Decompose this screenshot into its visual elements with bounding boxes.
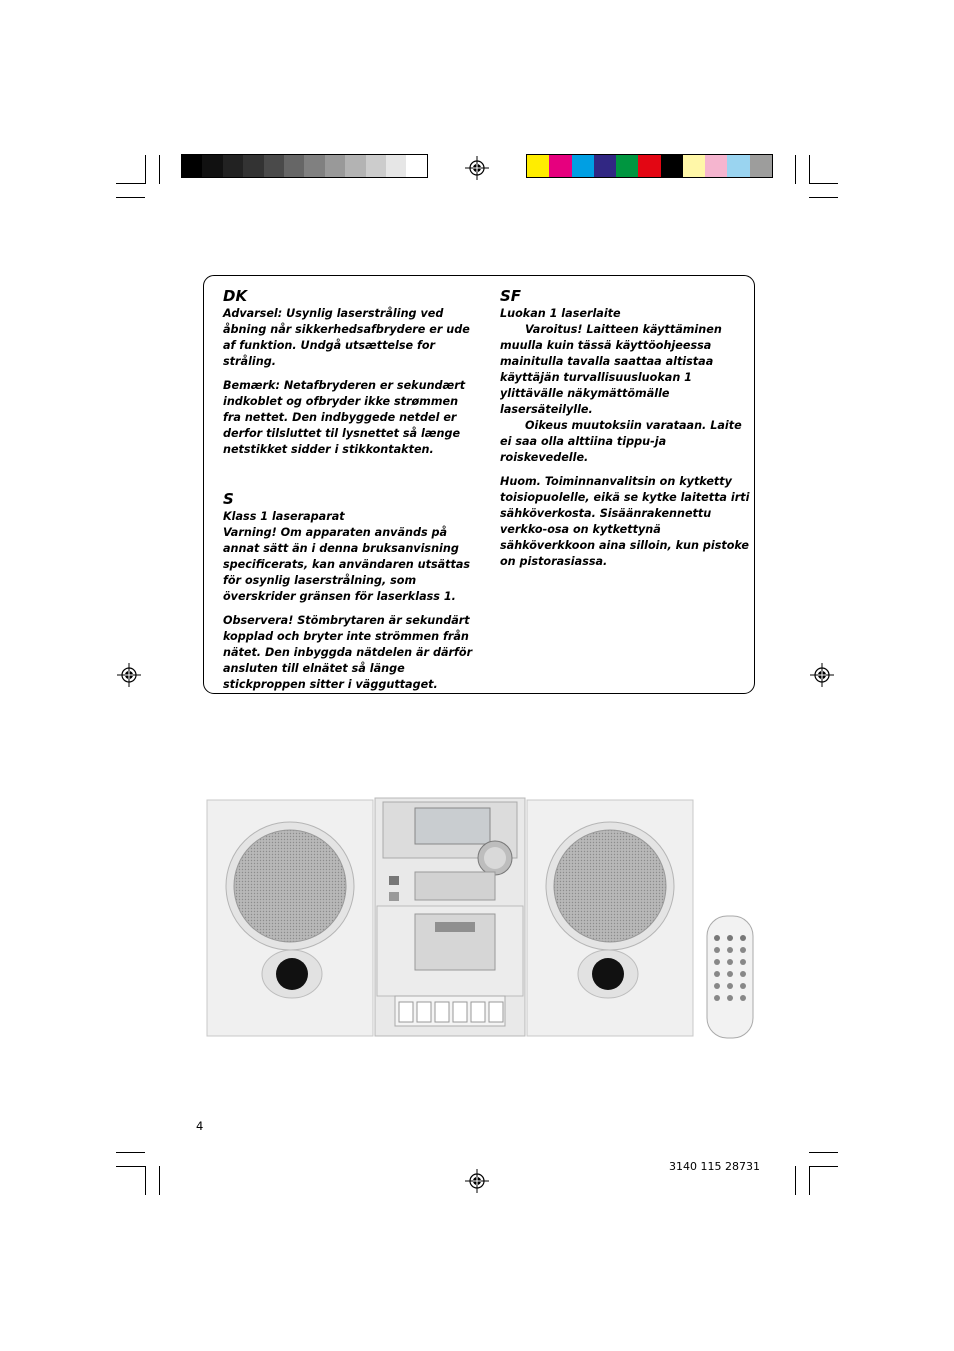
grayscale-calibration-strip xyxy=(181,154,428,178)
registration-mark-icon xyxy=(810,663,834,687)
dk-heading: DK xyxy=(223,287,248,305)
s-heading: S xyxy=(223,490,234,508)
color-swatch xyxy=(638,155,660,177)
gray-swatch xyxy=(366,155,386,177)
product-illustration xyxy=(205,796,757,1040)
crop-mark xyxy=(116,183,145,184)
registration-mark-icon xyxy=(465,1169,489,1193)
crop-mark xyxy=(159,1166,160,1195)
color-swatch xyxy=(616,155,638,177)
gray-swatch xyxy=(284,155,304,177)
right-speaker-icon xyxy=(527,800,693,1036)
gray-swatch xyxy=(304,155,324,177)
sf-class-line: Luokan 1 laserlaite xyxy=(500,307,621,320)
s-class-line: Klass 1 laseraparat xyxy=(223,510,345,523)
registration-mark-icon xyxy=(117,663,141,687)
crop-mark xyxy=(809,155,810,184)
crop-mark xyxy=(795,155,796,184)
crop-mark xyxy=(116,197,145,198)
crop-mark xyxy=(795,1166,796,1195)
page-number: 4 xyxy=(196,1119,204,1133)
document-code: 3140 115 28731 xyxy=(669,1160,760,1173)
crop-mark xyxy=(809,183,838,184)
s-warning: Varning! Om apparaten används på annat sätt än i denna bruksanvisning specificerats, kan användaren utsättas för osynlig laserstrålning, som överskrider gränsen för laserklass 1. xyxy=(223,526,471,603)
crop-mark xyxy=(809,1166,838,1167)
color-swatch xyxy=(727,155,749,177)
crop-mark xyxy=(145,155,146,184)
sf-heading: SF xyxy=(500,287,522,305)
left-column xyxy=(223,286,475,701)
gray-swatch xyxy=(325,155,345,177)
sf-note: Huom. Toiminnanvalitsin on kytketty toisiopuolelle, eikä se kytke laitetta irti sähköverkosta. Sisäänrakennettu verkko-osa on kytkettynä sähköverkkoon aina silloin, kun pistoke on pistorasiassa. xyxy=(500,475,750,568)
sf-rights: Oikeus muutoksiin varataan. Laite ei saa olla alttiina tippu-ja roiskevedelle. xyxy=(500,419,742,464)
color-swatch xyxy=(594,155,616,177)
sf-warning: Varoitus! Laitteen käyttäminen muulla kuin tässä käyttöohjeessa mainitulla tavalla saattaa altistaa käyttäjän turvallisuusluokan 1 ylittävälle näkymättömälle lasersäteilylle. xyxy=(500,323,722,416)
crop-mark xyxy=(116,1166,145,1167)
gray-swatch xyxy=(406,155,426,177)
gray-swatch xyxy=(182,155,202,177)
color-swatch xyxy=(705,155,727,177)
right-column xyxy=(500,286,750,578)
color-swatch xyxy=(683,155,705,177)
dk-note: Bemærk: Netafbryderen er sekundært indkoblet og ofbryder ikke strømmen fra nettet. Den indbyggede netdel er derfor tilsluttet til lysnettet så længe netstikket sidder i stikkontakten. xyxy=(223,379,466,456)
main-unit-icon xyxy=(375,798,525,1036)
color-swatch xyxy=(750,155,772,177)
crop-mark xyxy=(116,1152,145,1153)
color-swatch xyxy=(661,155,683,177)
color-calibration-strip xyxy=(526,154,773,178)
gray-swatch xyxy=(243,155,263,177)
color-swatch xyxy=(549,155,571,177)
crop-mark xyxy=(809,197,838,198)
color-swatch xyxy=(572,155,594,177)
registration-mark-icon xyxy=(465,156,489,180)
crop-mark xyxy=(159,155,160,184)
crop-mark xyxy=(145,1166,146,1195)
gray-swatch xyxy=(223,155,243,177)
crop-mark xyxy=(809,1152,838,1153)
dk-warning: Advarsel: Usynlig laserstråling ved åbning når sikkerhedsafbrydere er ude af funktion. Undgå utsættelse for stråling. xyxy=(223,307,470,368)
gray-swatch xyxy=(202,155,222,177)
crop-mark xyxy=(809,1166,810,1195)
remote-control-icon xyxy=(707,916,753,1038)
s-note: Observera! Stömbrytaren är sekundärt kopplad och bryter inte strömmen från nätet. Den inbyggda nätdelen är därför ansluten till elnätet så länge stickproppen sitter i vägguttaget. xyxy=(223,614,473,691)
left-speaker-icon xyxy=(207,800,373,1036)
gray-swatch xyxy=(386,155,406,177)
gray-swatch xyxy=(264,155,284,177)
color-swatch xyxy=(527,155,549,177)
gray-swatch xyxy=(345,155,365,177)
